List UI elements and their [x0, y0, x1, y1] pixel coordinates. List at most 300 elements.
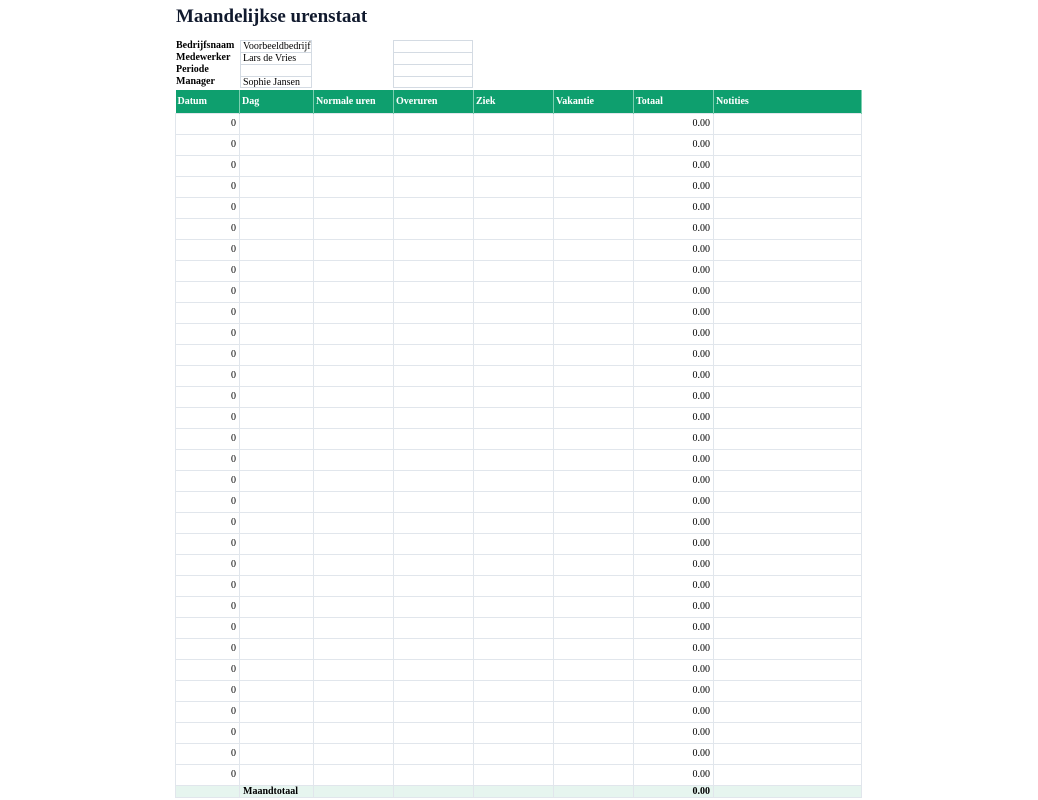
overuren-cell[interactable] — [394, 239, 474, 260]
ziek-cell[interactable] — [474, 722, 554, 743]
totaal-cell[interactable]: 0.00 — [634, 764, 714, 785]
dag-cell[interactable] — [240, 470, 314, 491]
ziek-cell[interactable] — [474, 575, 554, 596]
totaal-cell[interactable]: 0.00 — [634, 575, 714, 596]
ziek-cell[interactable] — [474, 638, 554, 659]
datum-cell[interactable]: 0 — [176, 575, 240, 596]
ziek-cell[interactable] — [474, 764, 554, 785]
datum-cell[interactable]: 0 — [176, 491, 240, 512]
ziek-cell[interactable] — [474, 260, 554, 281]
column-header-totaal: Totaal — [634, 90, 714, 113]
datum-cell[interactable]: 0 — [176, 239, 240, 260]
normale-uren-cell[interactable] — [314, 659, 394, 680]
normale-uren-cell[interactable] — [314, 239, 394, 260]
dag-cell[interactable] — [240, 596, 314, 617]
vakantie-cell[interactable] — [554, 344, 634, 365]
normale-uren-cell[interactable] — [314, 554, 394, 575]
dag-cell[interactable] — [240, 302, 314, 323]
datum-cell[interactable]: 0 — [176, 596, 240, 617]
datum-cell[interactable]: 0 — [176, 407, 240, 428]
manager-cell[interactable]: Sophie Jansen — [240, 76, 312, 88]
totaal-cell[interactable]: 0.00 — [634, 218, 714, 239]
dag-cell[interactable] — [240, 155, 314, 176]
ziek-cell[interactable] — [474, 617, 554, 638]
ziek-cell[interactable] — [474, 491, 554, 512]
vakantie-cell[interactable] — [554, 449, 634, 470]
totaal-cell[interactable]: 0.00 — [634, 323, 714, 344]
dag-cell[interactable] — [240, 428, 314, 449]
notities-cell[interactable] — [714, 617, 862, 638]
notities-cell[interactable] — [714, 302, 862, 323]
totaal-cell[interactable]: 0.00 — [634, 344, 714, 365]
table-row — [176, 197, 862, 218]
table-row — [176, 365, 862, 386]
ziek-cell[interactable] — [474, 302, 554, 323]
total-cell-vakantie — [554, 785, 634, 797]
overuren-cell[interactable] — [394, 512, 474, 533]
totaal-cell[interactable]: 0.00 — [634, 239, 714, 260]
datum-cell[interactable]: 0 — [176, 764, 240, 785]
table-row — [176, 113, 862, 134]
vakantie-cell[interactable] — [554, 638, 634, 659]
extra-cell[interactable] — [393, 76, 473, 88]
notities-cell[interactable] — [714, 260, 862, 281]
ziek-cell[interactable] — [474, 554, 554, 575]
vakantie-cell[interactable] — [554, 575, 634, 596]
vakantie-cell[interactable] — [554, 113, 634, 134]
totaal-cell[interactable]: 0.00 — [634, 659, 714, 680]
normale-uren-cell[interactable] — [314, 701, 394, 722]
page-title: Maandelijkse urenstaat — [176, 6, 368, 27]
overuren-cell[interactable] — [394, 176, 474, 197]
overuren-cell[interactable] — [394, 197, 474, 218]
normale-uren-cell[interactable] — [314, 680, 394, 701]
normale-uren-cell[interactable] — [314, 113, 394, 134]
table-row — [176, 596, 862, 617]
datum-cell[interactable]: 0 — [176, 344, 240, 365]
vakantie-cell[interactable] — [554, 617, 634, 638]
notities-cell[interactable] — [714, 764, 862, 785]
dag-cell[interactable] — [240, 365, 314, 386]
total-cell-notities — [714, 785, 862, 797]
vakantie-cell[interactable] — [554, 197, 634, 218]
notities-cell[interactable] — [714, 365, 862, 386]
vakantie-cell[interactable] — [554, 701, 634, 722]
notities-cell[interactable] — [714, 533, 862, 554]
notities-cell[interactable] — [714, 722, 862, 743]
datum-cell[interactable]: 0 — [176, 197, 240, 218]
notities-cell[interactable] — [714, 134, 862, 155]
totaal-cell[interactable]: 0.00 — [634, 386, 714, 407]
datum-cell[interactable]: 0 — [176, 638, 240, 659]
notities-cell[interactable] — [714, 575, 862, 596]
notities-cell[interactable] — [714, 218, 862, 239]
overuren-cell[interactable] — [394, 323, 474, 344]
ziek-cell[interactable] — [474, 428, 554, 449]
dag-cell[interactable] — [240, 323, 314, 344]
datum-cell[interactable]: 0 — [176, 281, 240, 302]
datum-cell[interactable]: 0 — [176, 113, 240, 134]
vakantie-cell[interactable] — [554, 155, 634, 176]
table-row — [176, 134, 862, 155]
totaal-cell[interactable]: 0.00 — [634, 302, 714, 323]
normale-uren-cell[interactable] — [314, 218, 394, 239]
normale-uren-cell[interactable] — [314, 470, 394, 491]
datum-cell[interactable]: 0 — [176, 743, 240, 764]
dag-cell[interactable] — [240, 764, 314, 785]
notities-cell[interactable] — [714, 281, 862, 302]
overuren-cell[interactable] — [394, 575, 474, 596]
ziek-cell[interactable] — [474, 281, 554, 302]
totaal-cell[interactable]: 0.00 — [634, 722, 714, 743]
totaal-cell[interactable]: 0.00 — [634, 113, 714, 134]
info-label: Manager — [176, 76, 215, 87]
dag-cell[interactable] — [240, 281, 314, 302]
vakantie-cell[interactable] — [554, 302, 634, 323]
dag-cell[interactable] — [240, 533, 314, 554]
normale-uren-cell[interactable] — [314, 302, 394, 323]
ziek-cell[interactable] — [474, 344, 554, 365]
notities-cell[interactable] — [714, 386, 862, 407]
table-row — [176, 260, 862, 281]
table-row — [176, 302, 862, 323]
ziek-cell[interactable] — [474, 533, 554, 554]
vakantie-cell[interactable] — [554, 323, 634, 344]
overuren-cell[interactable] — [394, 617, 474, 638]
dag-cell[interactable] — [240, 701, 314, 722]
table-row — [176, 470, 862, 491]
vakantie-cell[interactable] — [554, 659, 634, 680]
table-row — [176, 554, 862, 575]
notities-cell[interactable] — [714, 596, 862, 617]
vakantie-cell[interactable] — [554, 722, 634, 743]
ziek-cell[interactable] — [474, 176, 554, 197]
vakantie-cell[interactable] — [554, 596, 634, 617]
vakantie-cell[interactable] — [554, 176, 634, 197]
datum-cell[interactable]: 0 — [176, 470, 240, 491]
datum-cell[interactable]: 0 — [176, 554, 240, 575]
notities-cell[interactable] — [714, 344, 862, 365]
ziek-cell[interactable] — [474, 134, 554, 155]
dag-cell[interactable] — [240, 680, 314, 701]
datum-cell[interactable]: 0 — [176, 449, 240, 470]
notities-cell[interactable] — [714, 743, 862, 764]
table-row — [176, 428, 862, 449]
ziek-cell[interactable] — [474, 659, 554, 680]
normale-uren-cell[interactable] — [314, 428, 394, 449]
notities-cell[interactable] — [714, 491, 862, 512]
datum-cell[interactable]: 0 — [176, 155, 240, 176]
ziek-cell[interactable] — [474, 113, 554, 134]
vakantie-cell[interactable] — [554, 764, 634, 785]
normale-uren-cell[interactable] — [314, 449, 394, 470]
totaal-cell[interactable]: 0.00 — [634, 365, 714, 386]
dag-cell[interactable] — [240, 407, 314, 428]
table-row — [176, 533, 862, 554]
totaal-cell[interactable]: 0.00 — [634, 617, 714, 638]
notities-cell[interactable] — [714, 554, 862, 575]
overuren-cell[interactable] — [394, 533, 474, 554]
vakantie-cell[interactable] — [554, 470, 634, 491]
dag-cell[interactable] — [240, 239, 314, 260]
totaal-cell[interactable]: 0.00 — [634, 470, 714, 491]
dag-cell[interactable] — [240, 491, 314, 512]
dag-cell[interactable] — [240, 617, 314, 638]
datum-cell[interactable]: 0 — [176, 260, 240, 281]
overuren-cell[interactable] — [394, 638, 474, 659]
normale-uren-cell[interactable] — [314, 617, 394, 638]
normale-uren-cell[interactable] — [314, 260, 394, 281]
totaal-cell[interactable]: 0.00 — [634, 155, 714, 176]
totaal-cell[interactable]: 0.00 — [634, 281, 714, 302]
overuren-cell[interactable] — [394, 680, 474, 701]
dag-cell[interactable] — [240, 743, 314, 764]
notities-cell[interactable] — [714, 470, 862, 491]
overuren-cell[interactable] — [394, 260, 474, 281]
totaal-cell[interactable]: 0.00 — [634, 197, 714, 218]
notities-cell[interactable] — [714, 176, 862, 197]
totaal-cell[interactable]: 0.00 — [634, 176, 714, 197]
normale-uren-cell[interactable] — [314, 638, 394, 659]
normale-uren-cell[interactable] — [314, 323, 394, 344]
dag-cell[interactable] — [240, 113, 314, 134]
notities-cell[interactable] — [714, 449, 862, 470]
overuren-cell[interactable] — [394, 155, 474, 176]
vakantie-cell[interactable] — [554, 743, 634, 764]
totaal-cell[interactable]: 0.00 — [634, 428, 714, 449]
normale-uren-cell[interactable] — [314, 743, 394, 764]
overuren-cell[interactable] — [394, 134, 474, 155]
notities-cell[interactable] — [714, 512, 862, 533]
notities-cell[interactable] — [714, 407, 862, 428]
dag-cell[interactable] — [240, 554, 314, 575]
notities-cell[interactable] — [714, 197, 862, 218]
column-header-dag: Dag — [240, 90, 314, 113]
overuren-cell[interactable] — [394, 659, 474, 680]
extra-cell[interactable] — [393, 52, 473, 64]
overuren-cell[interactable] — [394, 470, 474, 491]
dag-cell[interactable] — [240, 344, 314, 365]
totaal-cell[interactable]: 0.00 — [634, 638, 714, 659]
dag-cell[interactable] — [240, 512, 314, 533]
overuren-cell[interactable] — [394, 344, 474, 365]
table-row — [176, 323, 862, 344]
overuren-cell[interactable] — [394, 302, 474, 323]
column-header-overuren: Overuren — [394, 90, 474, 113]
notities-cell[interactable] — [714, 680, 862, 701]
datum-cell[interactable]: 0 — [176, 722, 240, 743]
normale-uren-cell[interactable] — [314, 344, 394, 365]
total-cell-overuren — [394, 785, 474, 797]
datum-cell[interactable]: 0 — [176, 680, 240, 701]
totaal-cell[interactable]: 0.00 — [634, 701, 714, 722]
ziek-cell[interactable] — [474, 386, 554, 407]
ziek-cell[interactable] — [474, 197, 554, 218]
normale-uren-cell[interactable] — [314, 134, 394, 155]
totaal-cell[interactable]: 0.00 — [634, 680, 714, 701]
datum-cell[interactable]: 0 — [176, 365, 240, 386]
overuren-cell[interactable] — [394, 386, 474, 407]
vakantie-cell[interactable] — [554, 260, 634, 281]
notities-cell[interactable] — [714, 155, 862, 176]
ziek-cell[interactable] — [474, 155, 554, 176]
normale-uren-cell[interactable] — [314, 722, 394, 743]
company-name-cell[interactable]: Voorbeeldbedrijf — [240, 40, 312, 52]
datum-cell[interactable]: 0 — [176, 533, 240, 554]
dag-cell[interactable] — [240, 449, 314, 470]
normale-uren-cell[interactable] — [314, 365, 394, 386]
datum-cell[interactable]: 0 — [176, 386, 240, 407]
overuren-cell[interactable] — [394, 491, 474, 512]
totaal-cell[interactable]: 0.00 — [634, 554, 714, 575]
vakantie-cell[interactable] — [554, 239, 634, 260]
ziek-cell[interactable] — [474, 218, 554, 239]
overuren-cell[interactable] — [394, 743, 474, 764]
overuren-cell[interactable] — [394, 554, 474, 575]
table-row — [176, 407, 862, 428]
vakantie-cell[interactable] — [554, 365, 634, 386]
normale-uren-cell[interactable] — [314, 596, 394, 617]
totaal-cell[interactable]: 0.00 — [634, 449, 714, 470]
table-row — [176, 155, 862, 176]
overuren-cell[interactable] — [394, 281, 474, 302]
normale-uren-cell[interactable] — [314, 575, 394, 596]
table-row — [176, 701, 862, 722]
overuren-cell[interactable] — [394, 764, 474, 785]
ziek-cell[interactable] — [474, 449, 554, 470]
extra-cell[interactable] — [393, 40, 473, 52]
notities-cell[interactable] — [714, 428, 862, 449]
table-row — [176, 659, 862, 680]
column-header-notities: Notities — [714, 90, 862, 113]
notities-cell[interactable] — [714, 113, 862, 134]
overuren-cell[interactable] — [394, 722, 474, 743]
normale-uren-cell[interactable] — [314, 533, 394, 554]
dag-cell[interactable] — [240, 638, 314, 659]
ziek-cell[interactable] — [474, 680, 554, 701]
notities-cell[interactable] — [714, 701, 862, 722]
overuren-cell[interactable] — [394, 407, 474, 428]
datum-cell[interactable]: 0 — [176, 134, 240, 155]
vakantie-cell[interactable] — [554, 554, 634, 575]
vakantie-cell[interactable] — [554, 491, 634, 512]
totaal-cell[interactable]: 0.00 — [634, 512, 714, 533]
vakantie-cell[interactable] — [554, 533, 634, 554]
normale-uren-cell[interactable] — [314, 407, 394, 428]
normale-uren-cell[interactable] — [314, 512, 394, 533]
totaal-cell[interactable]: 0.00 — [634, 533, 714, 554]
dag-cell[interactable] — [240, 176, 314, 197]
dag-cell[interactable] — [240, 722, 314, 743]
datum-cell[interactable]: 0 — [176, 218, 240, 239]
ziek-cell[interactable] — [474, 323, 554, 344]
overuren-cell[interactable] — [394, 428, 474, 449]
extra-info-box — [393, 40, 473, 88]
dag-cell[interactable] — [240, 218, 314, 239]
datum-cell[interactable]: 0 — [176, 428, 240, 449]
header-row — [176, 90, 862, 113]
vakantie-cell[interactable] — [554, 407, 634, 428]
datum-cell[interactable]: 0 — [176, 302, 240, 323]
overuren-cell[interactable] — [394, 596, 474, 617]
ziek-cell[interactable] — [474, 743, 554, 764]
dag-cell[interactable] — [240, 386, 314, 407]
ziek-cell[interactable] — [474, 365, 554, 386]
dag-cell[interactable] — [240, 659, 314, 680]
period-cell[interactable] — [240, 64, 312, 76]
totaal-cell[interactable]: 0.00 — [634, 260, 714, 281]
normale-uren-cell[interactable] — [314, 155, 394, 176]
dag-cell[interactable] — [240, 197, 314, 218]
vakantie-cell[interactable] — [554, 428, 634, 449]
notities-cell[interactable] — [714, 659, 862, 680]
totaal-cell[interactable]: 0.00 — [634, 134, 714, 155]
totaal-cell[interactable]: 0.00 — [634, 407, 714, 428]
normale-uren-cell[interactable] — [314, 764, 394, 785]
datum-cell[interactable]: 0 — [176, 659, 240, 680]
overuren-cell[interactable] — [394, 113, 474, 134]
vakantie-cell[interactable] — [554, 134, 634, 155]
normale-uren-cell[interactable] — [314, 491, 394, 512]
totaal-cell[interactable]: 0.00 — [634, 491, 714, 512]
extra-cell[interactable] — [393, 64, 473, 76]
ziek-cell[interactable] — [474, 470, 554, 491]
vakantie-cell[interactable] — [554, 218, 634, 239]
month-total-label: Maandtotaal — [240, 785, 314, 797]
info-row-manager — [176, 76, 312, 88]
ziek-cell[interactable] — [474, 239, 554, 260]
ziek-cell[interactable] — [474, 701, 554, 722]
timesheet-table — [175, 90, 862, 798]
info-row-medewerker — [176, 52, 312, 64]
vakantie-cell[interactable] — [554, 680, 634, 701]
vakantie-cell[interactable] — [554, 512, 634, 533]
datum-cell[interactable]: 0 — [176, 176, 240, 197]
dag-cell[interactable] — [240, 260, 314, 281]
overuren-cell[interactable] — [394, 701, 474, 722]
employee-cell[interactable]: Lars de Vries — [240, 52, 312, 64]
datum-cell[interactable]: 0 — [176, 617, 240, 638]
ziek-cell[interactable] — [474, 407, 554, 428]
info-label: Periode — [176, 64, 209, 75]
table-row — [176, 680, 862, 701]
datum-cell[interactable]: 0 — [176, 701, 240, 722]
totaal-cell[interactable]: 0.00 — [634, 743, 714, 764]
notities-cell[interactable] — [714, 323, 862, 344]
notities-cell[interactable] — [714, 638, 862, 659]
totaal-cell[interactable]: 0.00 — [634, 596, 714, 617]
normale-uren-cell[interactable] — [314, 176, 394, 197]
table-row — [176, 449, 862, 470]
normale-uren-cell[interactable] — [314, 386, 394, 407]
table-row — [176, 491, 862, 512]
ziek-cell[interactable] — [474, 596, 554, 617]
normale-uren-cell[interactable] — [314, 197, 394, 218]
overuren-cell[interactable] — [394, 365, 474, 386]
overuren-cell[interactable] — [394, 449, 474, 470]
dag-cell[interactable] — [240, 575, 314, 596]
normale-uren-cell[interactable] — [314, 281, 394, 302]
vakantie-cell[interactable] — [554, 281, 634, 302]
notities-cell[interactable] — [714, 239, 862, 260]
dag-cell[interactable] — [240, 134, 314, 155]
vakantie-cell[interactable] — [554, 386, 634, 407]
table-row — [176, 764, 862, 785]
ziek-cell[interactable] — [474, 512, 554, 533]
datum-cell[interactable]: 0 — [176, 512, 240, 533]
datum-cell[interactable]: 0 — [176, 323, 240, 344]
overuren-cell[interactable] — [394, 218, 474, 239]
